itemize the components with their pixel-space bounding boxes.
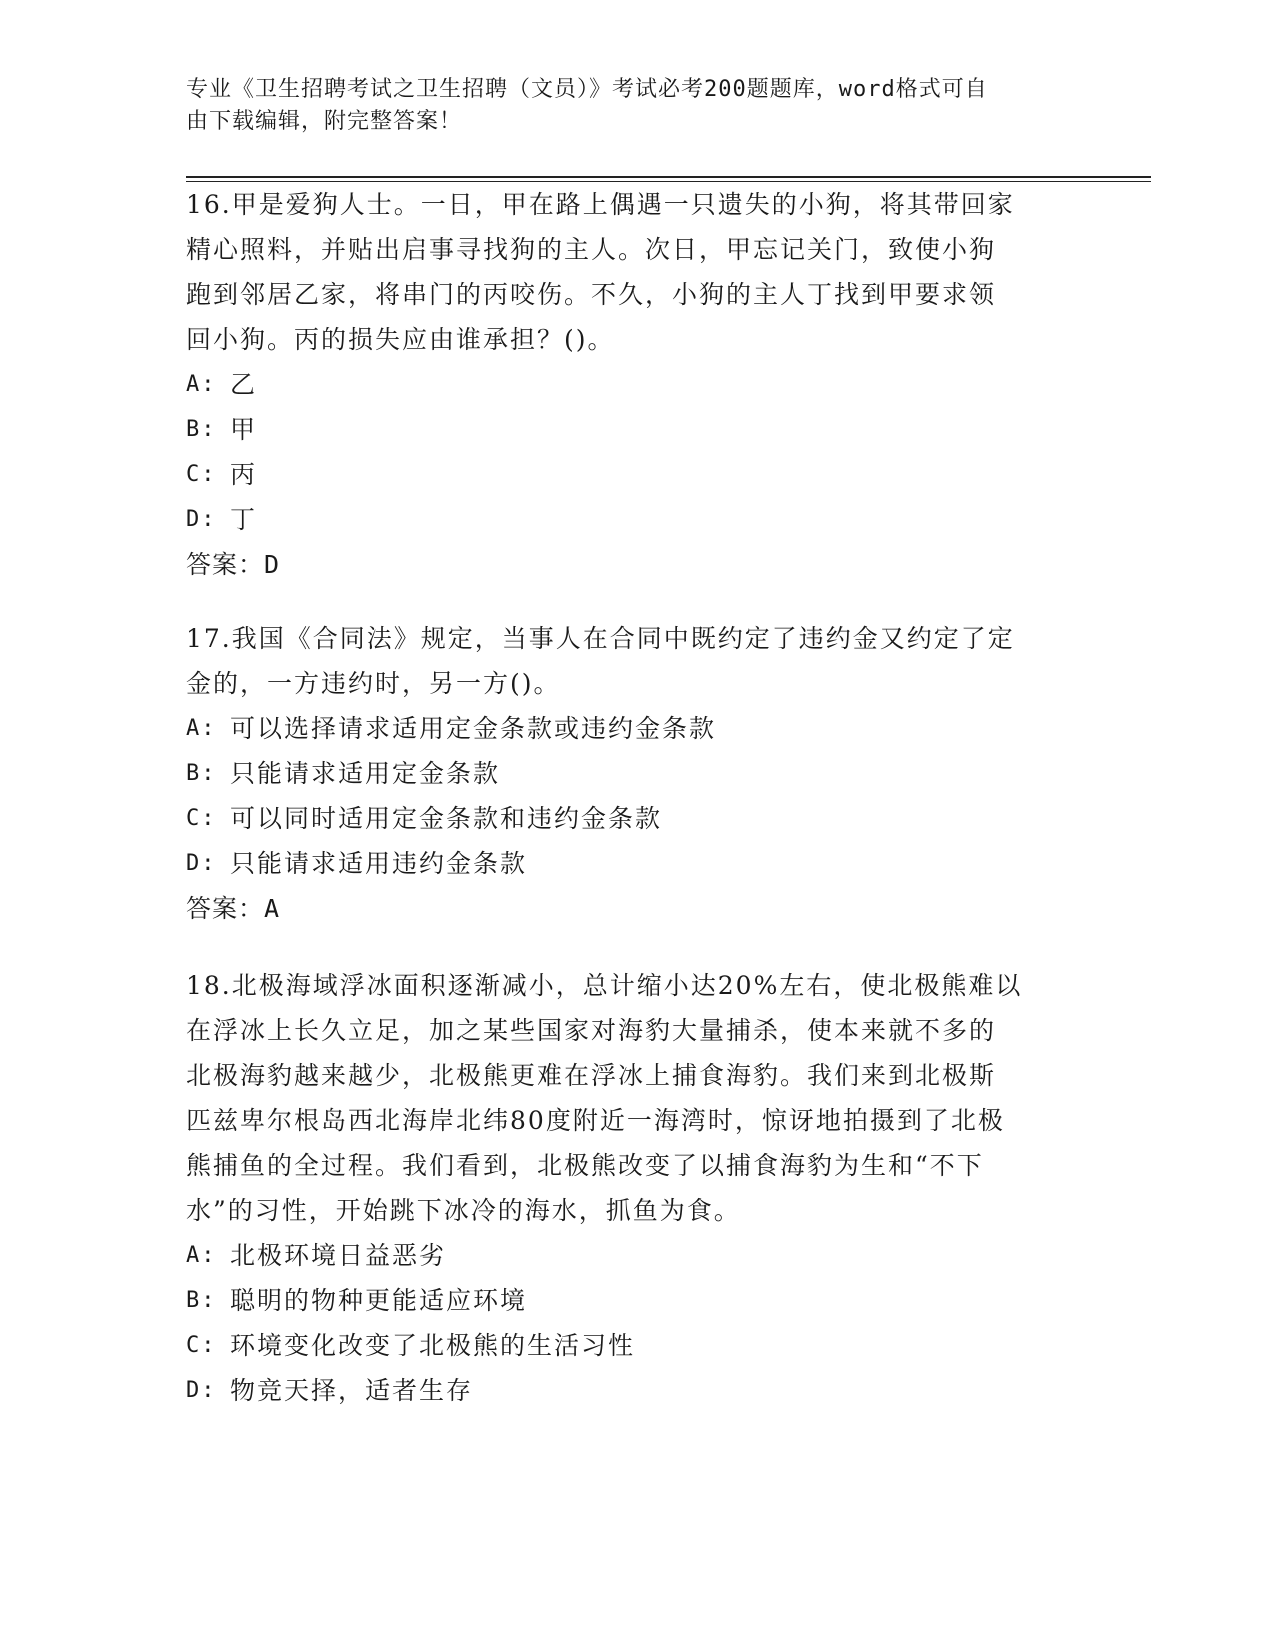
option-text: 聪明的物种更能适应环境	[230, 1286, 528, 1315]
option-c	[186, 1323, 1066, 1368]
option-key: B:	[186, 1288, 217, 1313]
question-17	[186, 616, 1066, 931]
option-key: D:	[186, 507, 217, 532]
answer-value: A	[264, 894, 280, 923]
option-text: 乙	[230, 370, 258, 399]
question-stem-line: 16.甲是爱狗人士。一日，甲在路上偶遇一只遗失的小狗，将其带回家	[186, 190, 1015, 219]
option-key: C:	[186, 1333, 217, 1358]
option-b	[186, 1278, 1066, 1323]
option-b	[186, 751, 1066, 796]
document-header	[186, 74, 1066, 138]
option-text: 北极环境日益恶劣	[230, 1241, 447, 1270]
option-key: C:	[186, 462, 217, 487]
question-stem-line: 在浮冰上长久立足，加之某些国家对海豹大量捕杀，使本来就不多的	[186, 1016, 997, 1045]
option-key: B:	[186, 417, 217, 442]
option-d	[186, 497, 1066, 542]
option-key: B:	[186, 761, 217, 786]
question-stem-line: 精心照料，并贴出启事寻找狗的主人。次日，甲忘记关门，致使小狗	[186, 235, 997, 264]
option-b	[186, 407, 1066, 452]
option-key: D:	[186, 851, 217, 876]
option-key: C:	[186, 806, 217, 831]
option-a	[186, 706, 1066, 751]
option-a	[186, 1233, 1066, 1278]
option-text: 只能请求适用定金条款	[230, 759, 501, 788]
option-a	[186, 362, 1066, 407]
question-stem-line: 熊捕鱼的全过程。我们看到，北极熊改变了以捕食海豹为生和“不下	[186, 1151, 984, 1180]
option-d	[186, 1368, 1066, 1413]
option-c	[186, 452, 1066, 497]
option-key: A:	[186, 1243, 217, 1268]
option-c	[186, 796, 1066, 841]
option-text: 甲	[230, 415, 258, 444]
header-line-1: 专业《卫生招聘考试之卫生招聘（文员）》考试必考200题题库，word格式可自	[186, 77, 988, 102]
question-stem-line: 17.我国《合同法》规定，当事人在合同中既约定了违约金又约定了定	[186, 624, 1015, 653]
option-text: 环境变化改变了北极熊的生活习性	[230, 1331, 636, 1360]
answer-label: 答案：	[186, 550, 265, 579]
option-text: 可以同时适用定金条款和违约金条款	[230, 804, 663, 833]
answer-line	[186, 886, 1066, 931]
option-d	[186, 841, 1066, 886]
option-text: 物竞天择，适者生存	[230, 1376, 474, 1405]
question-stem-line: 18.北极海域浮冰面积逐渐减小，总计缩小达20%左右，使北极熊难以	[186, 971, 1023, 1000]
question-stem-line: 回小狗。丙的损失应由谁承担？()。	[186, 325, 615, 354]
option-key: A:	[186, 372, 217, 397]
option-text: 可以选择请求适用定金条款或违约金条款	[230, 714, 717, 743]
question-stem-line: 匹兹卑尔根岛西北海岸北纬80度附近一海湾时，惊讶地拍摄到了北极	[186, 1106, 1005, 1135]
answer-label: 答案：	[186, 894, 265, 923]
option-text: 丁	[230, 505, 258, 534]
question-stem-line: 北极海豹越来越少，北极熊更难在浮冰上捕食海豹。我们来到北极斯	[186, 1061, 997, 1090]
question-stem-line: 跑到邻居乙家，将串门的丙咬伤。不久，小狗的主人丁找到甲要求领	[186, 280, 997, 309]
header-line-2: 由下载编辑，附完整答案！	[186, 109, 463, 134]
header-divider-thick	[186, 176, 1151, 178]
answer-line	[186, 542, 1066, 587]
question-18	[186, 963, 1066, 1413]
option-key: A:	[186, 716, 217, 741]
option-key: D:	[186, 1378, 217, 1403]
answer-value: D	[264, 550, 280, 579]
question-16	[186, 182, 1066, 587]
question-stem-line: 水”的习性，开始跳下冰冷的海水，抓鱼为食。	[186, 1196, 741, 1225]
question-stem-line: 金的，一方违约时，另一方()。	[186, 669, 561, 698]
option-text: 只能请求适用违约金条款	[230, 849, 528, 878]
option-text: 丙	[230, 460, 258, 489]
